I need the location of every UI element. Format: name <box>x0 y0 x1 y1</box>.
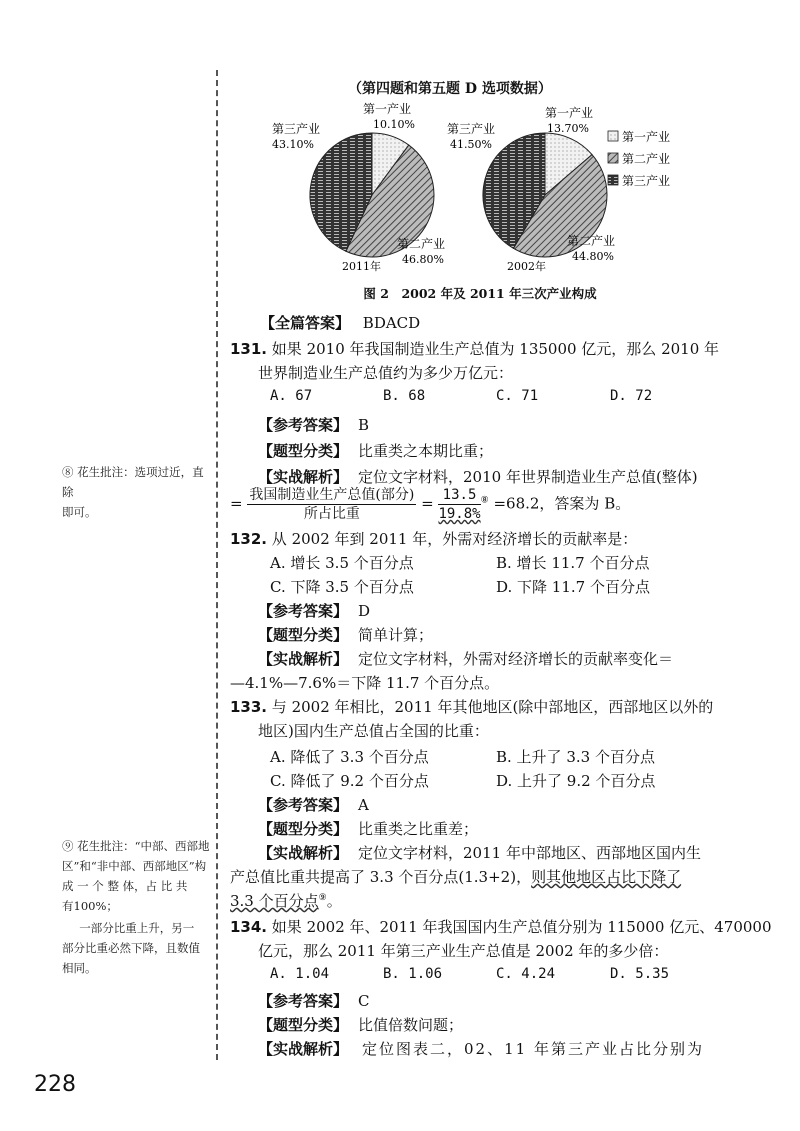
pie-2002-title: 2002年 <box>507 260 546 273</box>
margin-divider <box>216 70 218 1060</box>
q134-option-b: B. 1.06 <box>383 966 443 982</box>
q132-option-a: A. 增长 3.5 个百分点 <box>270 554 414 572</box>
q132-stem: 132. 从 2002 年到 2011 年，外需对经济增长的贡献率是： <box>230 530 638 548</box>
q133-type: 【题型分类】 比重类之比重差； <box>258 820 479 838</box>
q131-option-d: D. 72 <box>610 388 653 404</box>
q134-answer: 【参考答案】 C <box>258 992 370 1010</box>
q134-analysis: 【实战解析】 定位图表二，02、11 年第三产业占比分别为 <box>258 1040 704 1058</box>
q132-analysis-line2: —4.1%—7.6%＝下降 11.7 个百分点。 <box>230 674 500 692</box>
side-note-9b: 一部分比重上升，另一 部分比重必然下降，且数值 相同。 <box>62 921 200 975</box>
page-number: 228 <box>34 1072 76 1097</box>
side-note-8: ⑧ 花生批注：选项过近，直除 即可。 <box>62 465 204 519</box>
legend <box>608 129 670 188</box>
q133-stem-line1: 133. 与 2002 年相比，2011 年其他地区(除中部地区，西部地区以外的 <box>230 698 714 716</box>
pie-2002-label-tertiary-value: 41.50% <box>450 138 492 151</box>
figure-caption: 图 2 2002 年及 2011 年三次产业构成 <box>363 286 597 301</box>
q132-answer: 【参考答案】 D <box>258 602 371 620</box>
q133-option-d: D. 上升了 9.2 个百分点 <box>496 772 656 790</box>
legend-tertiary: 第三产业 <box>622 174 671 188</box>
q132-type: 【题型分类】 简单计算； <box>258 626 434 644</box>
q134-option-a: A. 1.04 <box>270 966 330 982</box>
q132-option-c: C. 下降 3.5 个百分点 <box>270 578 414 596</box>
q131-option-a: A. 67 <box>270 388 313 404</box>
pie-2011-label-primary-name: 第一产业 <box>363 102 412 116</box>
q132-option-b: B. 增长 11.7 个百分点 <box>496 554 650 572</box>
pie-2002-label-primary-value: 13.70% <box>547 122 589 135</box>
pie-2002-label-tertiary-name: 第三产业 <box>447 122 496 136</box>
q134-stem-line2: 亿元，那么 2011 年第三产业生产总值是 2002 年的多少倍： <box>258 942 669 960</box>
q131-stem-line2: 世界制造业生产总值约为多少万亿元： <box>258 364 514 382</box>
q132-analysis-line1: 【实战解析】 定位文字材料，外需对经济增长的贡献率变化＝ <box>258 650 674 668</box>
legend-secondary: 第二产业 <box>622 152 671 166</box>
q131-answer: 【参考答案】 B <box>258 416 370 434</box>
q131-equation: = $\frac{\text{我国制造业生产总值(部分)}}{\text{所占比重}}$ = $\frac{13.5}{19.8\%}$ ⑧ =68.2，答案为 B。 <box>230 487 631 522</box>
full-answer: 【全篇答案】 BDACD <box>260 314 421 332</box>
pie-2011-label-primary-value: 10.10% <box>373 118 415 131</box>
q133-analysis-line1: 【实战解析】 定位文字材料，2011 年中部地区、西部地区国内生 <box>258 844 701 862</box>
q133-analysis-line2: 产总值比重共提高了 3.3 个百分点(1.3+2)，则其他地区占比下降了 <box>230 868 682 886</box>
figure-header: （第四题和第五题 D 选项数据） <box>348 81 552 97</box>
pie-charts <box>262 98 722 298</box>
pie-2002-label-primary-name: 第一产业 <box>545 106 594 120</box>
legend-primary: 第一产业 <box>622 130 671 144</box>
q134-option-c: C. 4.24 <box>496 966 556 982</box>
q134-option-d: D. 5.35 <box>610 966 670 982</box>
pie-2011-label-secondary-value: 46.80% <box>402 253 444 266</box>
pie-2011-label-tertiary-name: 第三产业 <box>272 122 321 136</box>
q133-answer: 【参考答案】 A <box>258 796 369 814</box>
q131-option-b: B. 68 <box>383 388 426 404</box>
q133-option-a: A. 降低了 3.3 个百分点 <box>270 748 429 766</box>
q133-analysis-line3: 3.3 个百分点⑨。 <box>230 892 342 910</box>
pie-2002-label-secondary-value: 44.80% <box>572 250 614 263</box>
pie-2011-title: 2011年 <box>342 260 381 273</box>
q131-option-c: C. 71 <box>496 388 539 404</box>
q134-stem-line1: 134. 如果 2002 年、2011 年我国国内生产总值分别为 115000 亿元、470000 <box>230 918 772 936</box>
q134-type: 【题型分类】 比值倍数问题； <box>258 1016 464 1034</box>
q133-option-b: B. 上升了 3.3 个百分点 <box>496 748 655 766</box>
side-note-9: ⑨ 花生批注：“中部、西部地 区”和“非中部、西部地区”构 成 一 个 整 体，占 比 共 有100%； <box>62 839 210 913</box>
q131-analysis: 【实战解析】 定位文字材料，2010 年世界制造业生产总值(整体) <box>258 468 698 486</box>
pie-2002-label-secondary-name: 第二产业 <box>567 234 616 248</box>
q131-type: 【题型分类】 比重类之本期比重； <box>258 442 494 460</box>
q132-option-d: D. 下降 11.7 个百分点 <box>496 578 650 596</box>
q133-stem-line2: 地区)国内生产总值占全国的比重： <box>258 722 489 740</box>
pie-2011-label-secondary-name: 第二产业 <box>397 237 446 251</box>
q131-stem-line1: 131. 如果 2010 年我国制造业生产总值为 135000 亿元，那么 2010 年 <box>230 340 720 358</box>
pie-2011-label-tertiary-value: 43.10% <box>272 138 314 151</box>
q133-option-c: C. 降低了 9.2 个百分点 <box>270 772 429 790</box>
